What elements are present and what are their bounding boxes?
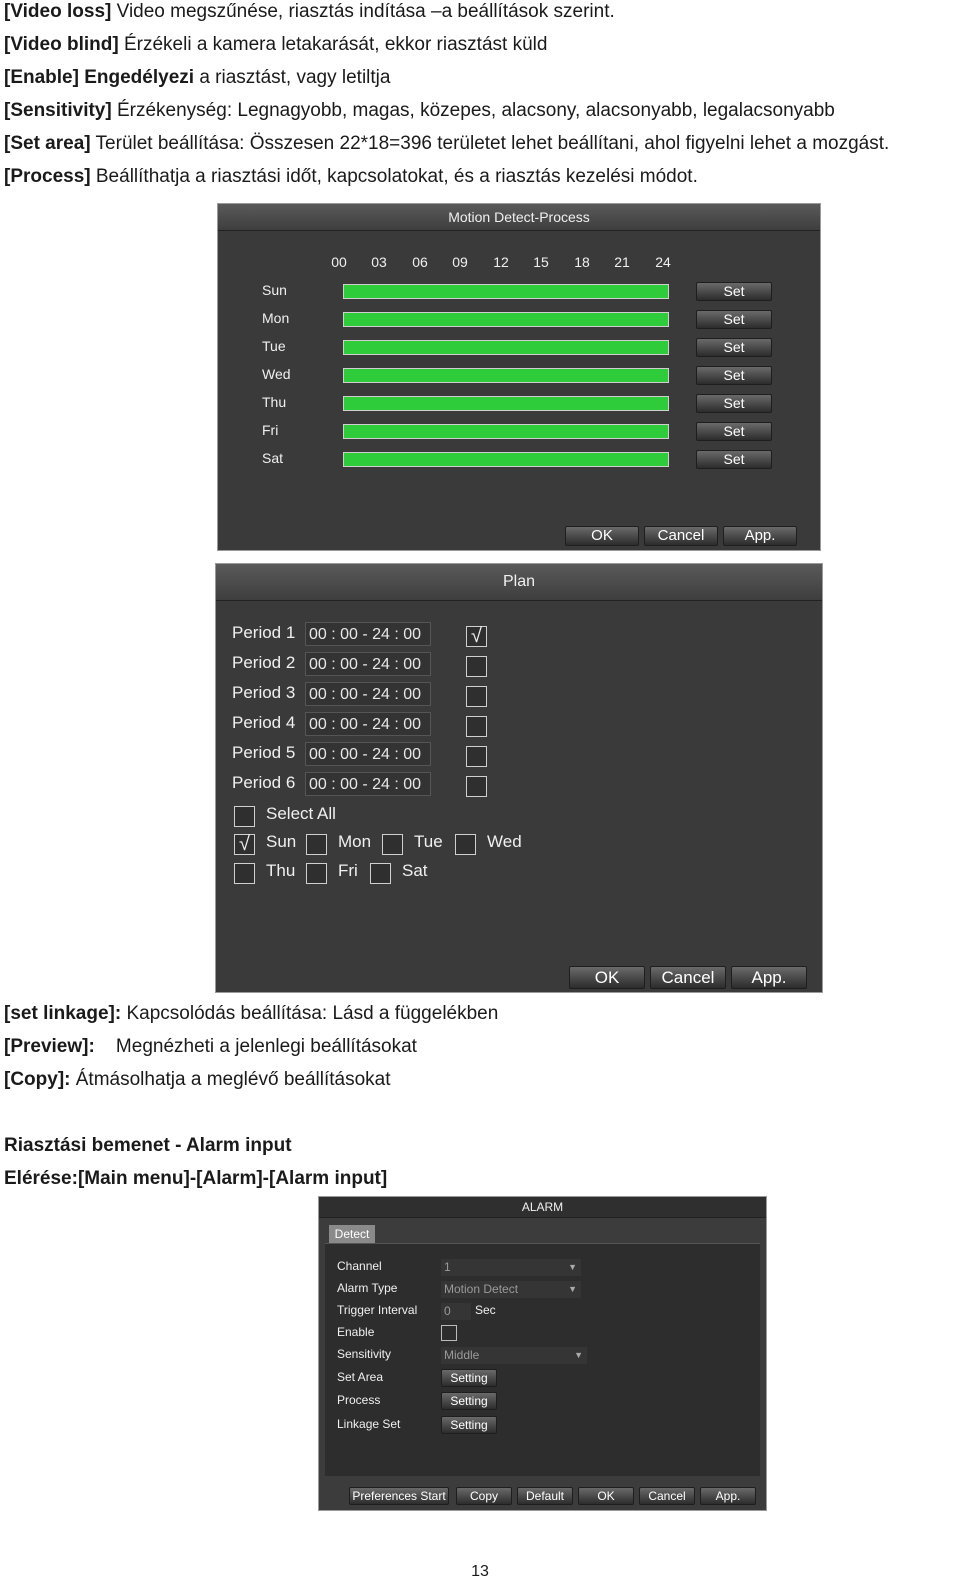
text-line-video-loss: [Video loss] Video megszűnése, riasztás indítása –a beállítások szerint.: [4, 1, 615, 22]
set-area-setting-button[interactable]: Setting: [441, 1369, 497, 1387]
alarm-dialog: [318, 1196, 767, 1511]
cancel-button[interactable]: Cancel: [650, 966, 726, 989]
schedule-bar-sun[interactable]: [343, 284, 669, 299]
period-time-field-2[interactable]: 00 : 00 - 24 : 00: [305, 652, 431, 676]
day-label-sun: Sun: [266, 832, 297, 851]
period-time-field-4[interactable]: 00 : 00 - 24 : 00: [305, 712, 431, 736]
period-checkbox-3[interactable]: [466, 686, 487, 707]
trigger-interval-unit: Sec: [475, 1303, 496, 1317]
period-time-field-1[interactable]: 00 : 00 - 24 : 00: [305, 622, 431, 646]
default-button[interactable]: Default: [517, 1487, 573, 1505]
set-button-wed[interactable]: Set: [696, 366, 772, 385]
cancel-button[interactable]: Cancel: [644, 526, 718, 546]
dialog-title: Motion Detect-Process: [218, 204, 820, 231]
sensitivity-label: Sensitivity: [337, 1347, 392, 1361]
schedule-bar-tue[interactable]: [343, 340, 669, 355]
copy-button[interactable]: Copy: [456, 1487, 512, 1505]
cancel-button[interactable]: Cancel: [639, 1487, 695, 1505]
day-label-fri: Fri: [338, 861, 358, 880]
day-label-thu: Thu: [262, 394, 287, 410]
hour-label: 12: [493, 254, 509, 270]
schedule-bar-fri[interactable]: [343, 424, 669, 439]
day-label-wed: Wed: [262, 366, 291, 382]
text-line-set-area: [Set area] Terület beállítása: Összesen 22*18=396 területet lehet beállítani, ahol figyelni lehet a mozgást.: [4, 133, 890, 154]
select-all-label: Select All: [266, 804, 336, 823]
period-checkbox-6[interactable]: [466, 776, 487, 797]
page-number: 13: [471, 1563, 489, 1580]
hour-label: 09: [452, 254, 468, 270]
hour-label: 15: [533, 254, 549, 270]
process-setting-button[interactable]: Setting: [441, 1392, 497, 1410]
set-button-fri[interactable]: Set: [696, 422, 772, 441]
text-line-video-blind: [Video blind] Érzékeli a kamera letakarását, ekkor riasztást küld: [4, 34, 548, 55]
text-line-copy: [Copy]: Átmásolhatja a meglévő beállításokat: [4, 1069, 391, 1090]
checkmark-icon: √: [239, 833, 250, 855]
hour-label: 18: [574, 254, 590, 270]
period-label-5: Period 5: [232, 743, 296, 762]
tab-detect[interactable]: Detect: [329, 1225, 375, 1243]
hour-label: 00: [331, 254, 347, 270]
checkmark-icon: √: [471, 625, 482, 647]
day-checkbox-sat[interactable]: [370, 863, 391, 884]
period-checkbox-4[interactable]: [466, 716, 487, 737]
day-label-tue: Tue: [262, 338, 286, 354]
day-label-sat: Sat: [402, 861, 428, 880]
period-time-field-6[interactable]: 00 : 00 - 24 : 00: [305, 772, 431, 796]
text-line-set-linkage: [set linkage]: Kapcsolódás beállítása: Lásd a függelékben: [4, 1003, 499, 1024]
apply-button[interactable]: App.: [723, 526, 797, 546]
chevron-down-icon: ▼: [568, 1284, 577, 1294]
set-button-sun[interactable]: Set: [696, 282, 772, 301]
day-label-thu: Thu: [266, 861, 296, 880]
hour-label: 21: [614, 254, 630, 270]
day-label-sun: Sun: [262, 282, 287, 298]
dialog-title: ALARM: [319, 1197, 766, 1218]
select-all-checkbox[interactable]: [234, 806, 255, 827]
day-label-fri: Fri: [262, 422, 279, 438]
motion-detect-process-dialog: [217, 203, 821, 551]
linkage-setting-button[interactable]: Setting: [441, 1416, 497, 1434]
enable-label: Enable: [337, 1325, 375, 1339]
day-checkbox-sun[interactable]: [234, 834, 255, 855]
day-label-mon: Mon: [338, 832, 372, 851]
period-time-field-3[interactable]: 00 : 00 - 24 : 00: [305, 682, 431, 706]
apply-button[interactable]: App.: [700, 1487, 756, 1505]
period-label-3: Period 3: [232, 683, 296, 702]
schedule-bar-thu[interactable]: [343, 396, 669, 411]
day-checkbox-wed[interactable]: [455, 834, 476, 855]
set-area-label: Set Area: [337, 1370, 384, 1384]
apply-button[interactable]: App.: [731, 966, 807, 989]
period-checkbox-1[interactable]: [466, 626, 487, 647]
set-button-sat[interactable]: Set: [696, 450, 772, 469]
ok-button[interactable]: OK: [565, 526, 639, 546]
linkage-set-label: Linkage Set: [337, 1417, 401, 1431]
hour-label: 06: [412, 254, 428, 270]
set-button-tue[interactable]: Set: [696, 338, 772, 357]
period-label-6: Period 6: [232, 773, 296, 792]
channel-select[interactable]: 1 ▼: [441, 1259, 581, 1276]
day-label-mon: Mon: [262, 310, 290, 326]
day-checkbox-tue[interactable]: [382, 834, 403, 855]
text-line-enable: [Enable] Engedélyezi a riasztást, vagy letiltja: [4, 67, 391, 88]
day-label-tue: Tue: [414, 832, 443, 851]
schedule-bar-mon[interactable]: [343, 312, 669, 327]
trigger-interval-input[interactable]: 0: [441, 1303, 471, 1320]
dialog-title: Plan: [216, 564, 822, 601]
alarm-type-label: Alarm Type: [337, 1281, 398, 1295]
ok-button[interactable]: OK: [578, 1487, 634, 1505]
enable-checkbox[interactable]: [441, 1325, 457, 1341]
period-label-4: Period 4: [232, 713, 296, 732]
sensitivity-select[interactable]: Middle ▼: [441, 1347, 587, 1364]
ok-button[interactable]: OK: [569, 966, 645, 989]
schedule-bar-wed[interactable]: [343, 368, 669, 383]
day-checkbox-fri[interactable]: [306, 863, 327, 884]
period-checkbox-2[interactable]: [466, 656, 487, 677]
trigger-interval-label: Trigger Interval: [337, 1303, 418, 1317]
section-heading: Riasztási bemenet - Alarm input: [4, 1135, 292, 1156]
day-label-sat: Sat: [262, 450, 284, 466]
day-label-wed: Wed: [487, 832, 522, 851]
channel-label: Channel: [337, 1259, 382, 1273]
preferences-start-button[interactable]: Preferences Start: [349, 1487, 449, 1505]
plan-dialog: [215, 563, 823, 993]
chevron-down-icon: ▼: [574, 1350, 583, 1360]
day-checkbox-thu[interactable]: [234, 863, 255, 884]
text-line-sensitivity: [Sensitivity] Érzékenység: Legnagyobb, magas, közepes, alacsony, alacsonyabb, legalacsonyabb: [4, 100, 835, 121]
hour-label: 24: [655, 254, 671, 270]
text-line-process: [Process] Beállíthatja a riasztási időt, kapcsolatokat, és a riasztás kezelési módot.: [4, 166, 698, 187]
day-checkbox-mon[interactable]: [306, 834, 327, 855]
text-line-preview: [Preview]: Megnézheti a jelenlegi beállításokat: [4, 1036, 417, 1057]
period-label-1: Period 1: [232, 623, 296, 642]
alarm-type-select[interactable]: Motion Detect ▼: [441, 1281, 581, 1298]
process-label: Process: [337, 1393, 381, 1407]
set-button-thu[interactable]: Set: [696, 394, 772, 413]
period-time-field-5[interactable]: 00 : 00 - 24 : 00: [305, 742, 431, 766]
set-button-mon[interactable]: Set: [696, 310, 772, 329]
period-checkbox-5[interactable]: [466, 746, 487, 767]
period-label-2: Period 2: [232, 653, 296, 672]
menu-path: Elérése:[Main menu]-[Alarm]-[Alarm input]: [4, 1168, 388, 1189]
chevron-down-icon: ▼: [568, 1262, 577, 1272]
schedule-bar-sat[interactable]: [343, 452, 669, 467]
hour-label: 03: [371, 254, 387, 270]
